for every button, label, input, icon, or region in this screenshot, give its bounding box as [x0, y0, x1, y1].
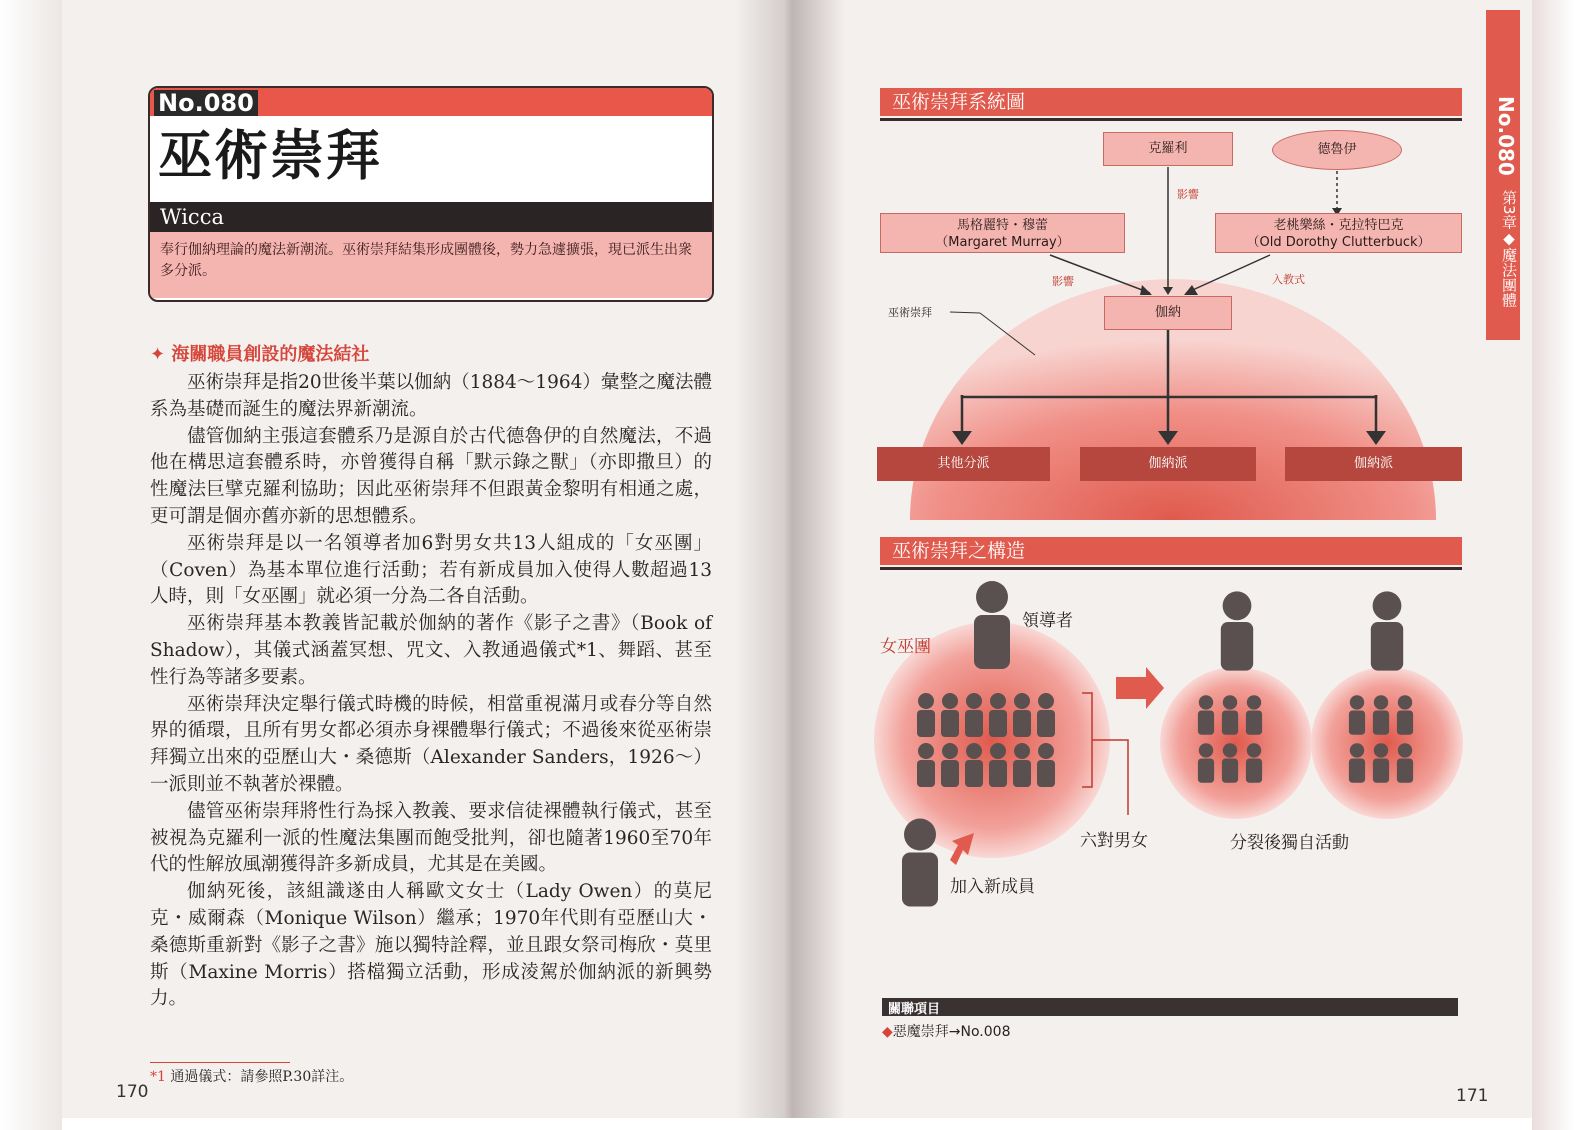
node-clutterbuck: 老桃樂絲・克拉特巴克 （Old Dorothy Clutterbuck）: [1215, 213, 1462, 253]
leader-figure-icon: [1221, 591, 1253, 670]
footnote: [150, 1066, 353, 1086]
entry-description: 奉行伽納理論的魔法新潮流。巫術崇拜結集形成團體後，勢力急遽擴張，現已派生出衆多分派。: [150, 232, 712, 298]
label-initiation: 入教式: [1272, 273, 1305, 286]
related-items-heading: [882, 998, 1458, 1016]
paragraph: 巫術崇拜決定舉行儀式時機的時候，相當重視滿月或春分等自然界的循環，且所有男女都必須赤身裸體舉行儀式；不過後來從巫術崇拜獨立出來的亞歷山大・桑德斯（Alexander Sanders，1926～）一派則並不執著於裸體。: [150, 693, 712, 795]
paragraph: 巫術崇拜是以一名領導者加6對男女共13人組成的「女巫團」（Coven）為基本單位進行活動；若有新成員加入使得人數超過13人時，則「女巫團」就必須一分為二各自活動。: [150, 532, 712, 608]
paragraph: 儘管伽納主張這套體系乃是源自於古代德魯伊的自然魔法，不過他在構思這套體系時，亦曾獲得自稱「默示錄之獸」（亦即撒旦）的性魔法巨擘克羅利協助；因此巫術崇拜不但跟黃金黎明有相通之處，更可謂是個亦舊亦新的思想體系。: [150, 425, 712, 527]
side-tab-chapter: 第3章◆魔法團體: [1500, 190, 1518, 308]
branch-other: 其他分派: [877, 447, 1050, 481]
new-member-figure-icon: [902, 819, 938, 907]
split-coven-circle-2: [1311, 667, 1463, 819]
leader-line: [950, 312, 980, 313]
side-tab-number: No.080: [1494, 96, 1518, 176]
label-split: 分裂後獨自活動: [1230, 833, 1349, 853]
node-crowley: 克羅利: [1103, 132, 1233, 166]
paragraph: 伽納死後，該組識遂由人稱歐文女士（Lady Owen）的莫尼克・威爾森（Monique Wilson）繼承；1970年代則有亞歷山大・桑德斯重新對《影子之書》施以獨特詮釋，並且跟女祭司梅欣・莫里斯（Maxine Morris）搭檔獨立活動，形成淩駕於伽納派的新興勢力。: [150, 881, 712, 1010]
branch-gardnerian-1: 伽納派: [1080, 447, 1256, 481]
page-number-right: 171: [1456, 1086, 1489, 1106]
label-leader: 領導者: [1022, 611, 1073, 631]
diagram1-title: 巫術崇拜系統圖: [892, 91, 1026, 113]
section-heading: [150, 340, 369, 366]
page-left-shadow: [0, 0, 62, 1130]
diagram2-title: 巫術崇拜之構造: [892, 540, 1026, 562]
diagram1-title-bar: [880, 88, 1462, 116]
node-murray: 馬格麗特・穆蕾 （Margaret Murray）: [880, 213, 1125, 253]
entry-title: 巫術崇拜: [158, 124, 382, 187]
diamond-bullet-icon: ◆: [882, 1024, 893, 1040]
label-coven: 女巫團: [880, 637, 931, 657]
label-wicca: 巫術崇拜: [888, 306, 932, 319]
article-body: [150, 370, 712, 1013]
node-druid: 德魯伊: [1272, 130, 1402, 170]
coven-structure-diagram: [870, 575, 1470, 915]
branch-gardnerian-2: 伽納派: [1285, 447, 1462, 481]
entry-header-box: [148, 86, 714, 302]
paragraph: 巫術崇拜是指20世後半葉以伽納（1884～1964）彙整之魔法體系為基礎而誕生的魔法界新潮流。: [150, 372, 712, 420]
label-influence-2: 影響: [1052, 275, 1074, 288]
entry-number-badge: No.080: [154, 90, 258, 116]
related-item-link[interactable]: [882, 1021, 1010, 1041]
leader-figure-icon: [1371, 591, 1403, 670]
label-new-member: 加入新成員: [950, 877, 1035, 897]
paragraph: 巫術崇拜基本教義皆記載於伽納的著作《影子之書》（Book of Shadow），其儀式涵蓋冥想、咒文、入教通過儀式*1、舞蹈、甚至性行為等諸多要素。: [150, 613, 712, 688]
footnote-mark: *1: [150, 1069, 166, 1085]
footnote-text: 通過儀式：請參照P.30詳注。: [170, 1069, 354, 1085]
related-item-text: 惡魔崇拜→No.008: [892, 1024, 1011, 1040]
label-six-pairs: 六對男女: [1080, 831, 1148, 851]
label-influence-1: 影響: [1177, 188, 1199, 201]
node-gardner: 伽納: [1104, 296, 1232, 330]
book-gutter: [735, 0, 845, 1118]
section-heading-text: 海關職員創設的魔法結社: [171, 344, 370, 365]
page-number-left: 170: [116, 1082, 149, 1102]
split-arrow-icon: [1116, 667, 1164, 709]
related-heading-text: 關聯項目: [888, 1002, 941, 1017]
split-coven-circle-1: [1160, 667, 1312, 819]
page-edge: [1532, 0, 1575, 1130]
leader-figure-icon: [974, 581, 1010, 669]
entry-english-title: Wicca: [150, 202, 712, 232]
footnote-divider: [150, 1062, 290, 1063]
diamond-bullet-icon: ✦: [150, 344, 166, 365]
paragraph: 儘管巫術崇拜將性行為採入教義、要求信徒裸體執行儀式，甚至被視為克羅利一派的性魔法集團而飽受批判，卻也隨著1960至70年代的性解放風潮獲得許多新成員，尤其是在美國。: [150, 800, 712, 876]
diagram2-title-bar: [880, 537, 1462, 565]
